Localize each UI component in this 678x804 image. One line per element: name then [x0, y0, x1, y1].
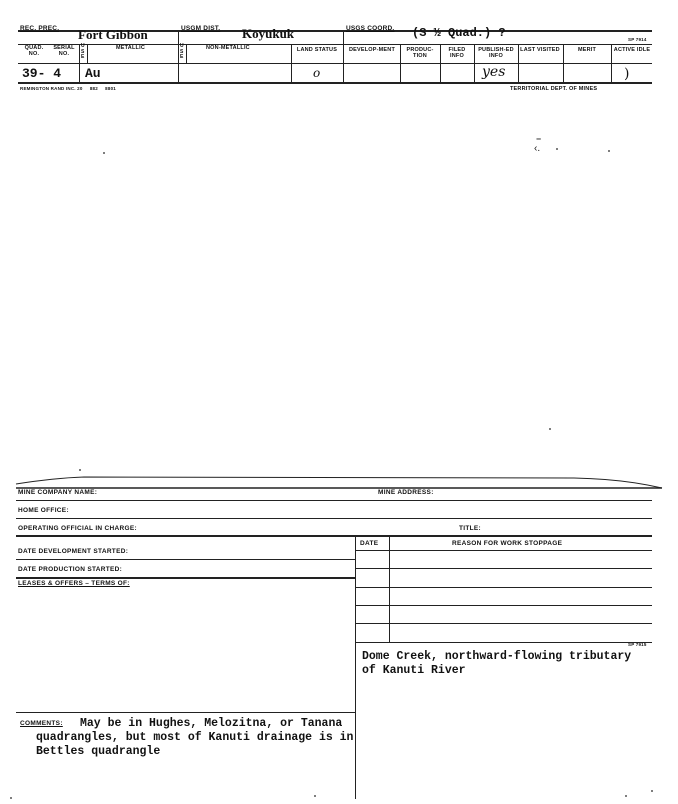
col-filed-info: FILED INFO	[448, 47, 466, 59]
line	[355, 605, 652, 606]
col-last-visited: LAST VISITED	[520, 47, 560, 53]
operating-official-label: OPERATING OFFICIAL IN CHARGE:	[18, 525, 137, 532]
title-label: TITLE:	[459, 525, 482, 532]
divider-v	[186, 44, 187, 63]
column-header-divider	[18, 63, 652, 64]
mine-company-name-label: MINE COMPANY NAME:	[18, 489, 98, 496]
line	[355, 642, 652, 643]
divider-v	[291, 44, 292, 82]
usgs-coord-value: (S ½ Quad.) ?	[412, 26, 506, 40]
col-metallic: METALLIC	[116, 45, 145, 51]
date-development-label: DATE DEVELOPMENT STARTED:	[18, 548, 129, 555]
bottom-border	[18, 82, 652, 84]
col-land-status: LAND STATUS	[296, 47, 338, 53]
line	[355, 568, 652, 569]
line	[16, 500, 652, 501]
divider-v	[355, 535, 356, 799]
form-code-bottom: SP 7915	[628, 642, 647, 647]
quad-serial-value: 39- 4	[22, 66, 62, 81]
scan-speck	[625, 795, 627, 797]
col-non-metallic: NON-METALLIC	[206, 45, 250, 51]
divider-v	[79, 44, 80, 82]
scan-mark: ‹.	[534, 143, 541, 154]
header-row-divider	[18, 44, 652, 45]
mine-address-label: MINE ADDRESS:	[378, 489, 434, 496]
scan-speck	[103, 152, 105, 154]
scan-mark: ⁻	[536, 136, 542, 147]
divider-v	[389, 535, 390, 642]
col-active-idle: ACTIVE IDLE	[613, 47, 651, 53]
form-top-border	[14, 470, 664, 492]
line	[355, 587, 652, 588]
usgm-dist-label: USGM DIST.	[181, 25, 221, 32]
line	[16, 535, 652, 537]
scan-speck	[314, 795, 316, 797]
published-info-value: yes	[482, 64, 506, 80]
divider-v	[343, 30, 344, 82]
form-code-top: SP 7914	[628, 37, 647, 42]
col-serial-no: SERIAL NO.	[53, 45, 75, 57]
date-column-header: DATE	[360, 540, 379, 547]
divider-v	[178, 30, 179, 82]
col-production: PRODUC-TION	[406, 47, 434, 59]
reason-column-header: REASON FOR WORK STOPPAGE	[452, 540, 563, 547]
location-description: Dome Creek, northward-flowing tributary of Kanuti River	[362, 650, 632, 677]
printer-imprint: REMINGTON RAND INC. 20 882 8801	[20, 86, 116, 91]
line	[16, 518, 652, 519]
rec-prec-value: Fort Gibbon	[78, 27, 148, 42]
home-office-label: HOME OFFICE:	[18, 507, 69, 514]
line	[16, 577, 355, 579]
scan-speck	[556, 148, 558, 150]
col-merit: MERIT	[577, 47, 597, 53]
divider-v	[87, 44, 88, 63]
comments-label: COMMENTS:	[20, 720, 63, 727]
line	[16, 712, 355, 713]
line	[16, 559, 355, 560]
line	[355, 623, 652, 624]
scan-speck	[10, 797, 12, 799]
land-status-value: o	[313, 66, 321, 80]
leases-label: LEASES & OFFERS – TERMS OF:	[18, 580, 130, 587]
rec-prec-label: REC. PREC.	[20, 25, 60, 32]
agency-imprint: TERRITORIAL DEPT. OF MINES	[510, 86, 598, 92]
metallic-value: Au	[85, 66, 101, 81]
scan-speck	[549, 428, 551, 430]
col-quad-no: QUAD. NO.	[24, 45, 44, 57]
comments-continuation: quadrangles, but most of Kanuti drainage is in Bettles quadrangle	[36, 731, 354, 758]
usgm-dist-value: Koyukuk	[242, 26, 295, 41]
scan-speck	[651, 790, 653, 792]
col-published-info: PUBLISH-ED INFO	[478, 47, 514, 59]
col-development: DEVELOP-MENT	[348, 47, 396, 53]
comments-line-1: May be in Hughes, Melozitna, or Tanana	[80, 717, 343, 730]
scan-speck	[608, 150, 610, 152]
date-production-label: DATE PRODUCTION STARTED:	[18, 566, 123, 573]
col-use-right: U S E	[180, 43, 184, 60]
usgs-coord-label: USGS COORD.	[346, 25, 395, 32]
active-idle-value: )	[624, 66, 630, 82]
line	[355, 550, 652, 551]
col-use-left: U S E	[81, 43, 85, 60]
